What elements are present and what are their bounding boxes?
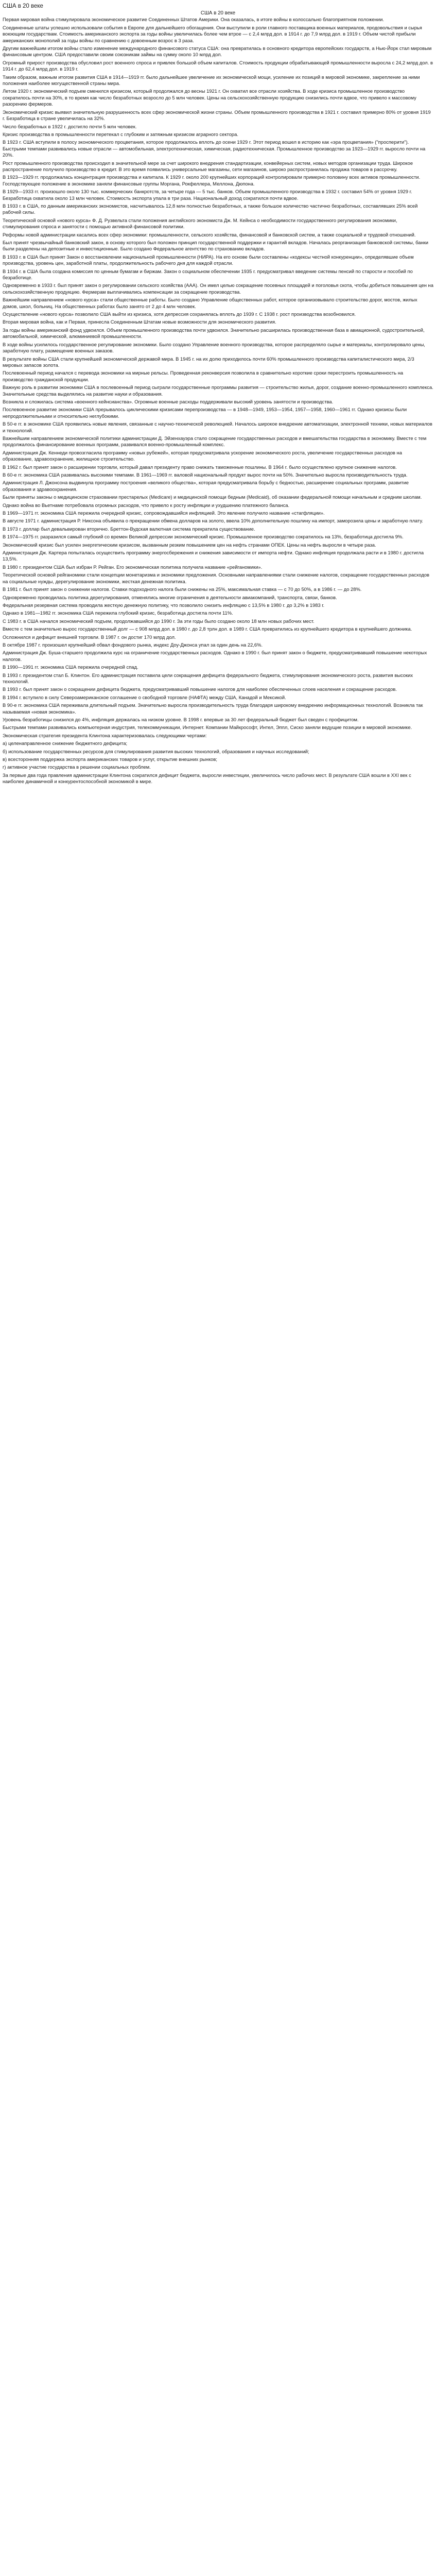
paragraph: В 1990—1991 гг. экономика США пережила очередной спад. bbox=[3, 664, 138, 670]
paragraph: Одновременно проводилась политика дерегулирования, отменялись многие ограничения в деятельности авиакомпаний, транспорта, связи, банков. bbox=[3, 594, 337, 600]
paragraph: Летом 1920 г. экономический подъем сменился кризисом, который продолжался до весны 1921 г. Он охватил все отрасли хозяйства. В ходе кризиса промышленное производство сократилось почти на 30%, в то время как число безработных возросло до 5 млн человек. Цены на сельскохозяйственную продукцию снизились почти вдвое, что привело к массовому разорению фермеров. bbox=[3, 88, 416, 107]
paragraph: Федеральная резервная система проводила жесткую денежную политику, что позволило снизить инфляцию с 13,5% в 1980 г. до 3,2% в 1983 г. bbox=[3, 602, 325, 608]
paragraph: В 1980 г. президентом США был избран Р. Рейган. Его экономическая политика получила название «рейганомики». bbox=[3, 564, 263, 570]
paragraph: В 1969—1971 гг. экономика США пережила очередной кризис, сопровождавшийся инфляцией. Это явление получило название «стагфляции». bbox=[3, 510, 325, 516]
paragraph: Огромный прирост производства обусловил рост военного спроса и привлек большой объем капиталов. Стоимость продукции обрабатывающей промышленности выросла с 24,2 млрд дол. в 1914 г. до 62,4 млрд дол. в 1919 г. bbox=[3, 59, 433, 72]
paragraph: С 1983 г. в США начался экономический подъем, продолжавшийся до 1990 г. За эти годы было создано около 18 млн новых рабочих мест. bbox=[3, 618, 315, 624]
paragraph: Быстрыми темпами развивались компьютерная индустрия, телекоммуникации, Интернет. Компании Майкрософт, Интел, Эппл, Сиско заняли ведущие позиции в мировой экономике. bbox=[3, 724, 412, 731]
paragraph: В 1981 г. был принят закон о снижении налогов. Ставки подоходного налога были снижены на 25%, максимальная ставка — с 70 до 50%, а в 1986 г. — до 28%. bbox=[3, 586, 362, 592]
paragraph: Был принят чрезвычайный банковский закон, в основу которого был положен принцип государственной поддержки и гарантий вкладов. Началась реорганизация банковской системы, банки были разделены на депозитные и инвестиционные. Было создано Федеральное агентство по страхованию вкладов. bbox=[3, 240, 428, 252]
paragraph: Администрация Л. Джонсона выдвинула программу построения «великого общества», которая предусматривала борьбу с бедностью, расширение социальных программ, развитие образования и здравоохранения. bbox=[3, 480, 409, 492]
paragraph: В 1994 г. вступило в силу Североамериканское соглашение о свободной торговле (НАФТА) между США, Канадой и Мексикой. bbox=[3, 694, 286, 700]
document-title: США в 20 веке bbox=[200, 10, 236, 16]
document-body bbox=[3, 16, 433, 785]
paragraph: В 1929—1933 гг. произошло около 130 тыс. коммерческих банкротств, за четыре года — 5 тыс. банков. Объем промышленного производства в 1932 г. составил 54% от уровня 1929 г. Безработица охватила около 13 млн человек. Стоимость экспорта упала в три раза. Национальный доход сократился почти вдвое. bbox=[3, 189, 412, 201]
paragraph: Экономический кризис выявил значительную разрушенность всех сфер экономической жизни страны. Объем промышленного производства в 1921 г. составил примерно 80% от уровня 1919 г. Безработица в стране увеличилась на 32%. bbox=[3, 109, 431, 122]
paragraph: В октябре 1987 г. произошел крупнейший обвал фондового рынка, индекс Доу-Джонса упал за один день на 22,6%. bbox=[3, 641, 263, 648]
paragraph: Осуществление «нового курса» позволило США выйти из кризиса, хотя депрессия сохранялась вплоть до 1939 г. С 1938 г. рост производства возобновился. bbox=[3, 311, 356, 317]
paragraph: Экономическая стратегия президента Клинтона характеризовалась следующими чертами: bbox=[3, 732, 207, 738]
paragraph: За годы войны американский фонд удвоился. Объем промышленного производства почти удвоился. Значительно расширилась производственная база в авиационной, судостроительной, автомобильной, химической, алюминиевой промышленности. bbox=[3, 327, 425, 340]
paragraph: г) активное участие государства в решении социальных проблем. bbox=[3, 764, 151, 770]
paragraph: Уровень безработицы снизился до 4%, инфляция держалась на низком уровне. В 1998 г. впервые за 30 лет федеральный бюджет был сведен с профицитом. bbox=[3, 717, 359, 722]
paragraph: Теоретической основой рейганомики стали концепции монетаризма и экономики предложения. Основными направлениями стали снижение налогов, сокращение государственных расходов на социальные нужды, дерегулирование экономики, жесткая денежная политика. bbox=[3, 572, 430, 584]
paragraph: в) всесторонняя поддержка экспорта американских товаров и услуг, открытие внешних рынков; bbox=[3, 756, 217, 762]
paragraph: Администрация Дж. Буша-старшего продолжила курс на ограничение государственных расходов. Однако в 1990 г. был принят закон о бюджете, предусматривавший повышение некоторых налогов. bbox=[3, 650, 427, 662]
paragraph: Вторая мировая война, как и Первая, принесла Соединенным Штатам новые возможности для экономического развития. bbox=[3, 319, 276, 325]
paragraph: В 90-е гг. экономика США переживала длительный подъем. Значительно выросла производительность труда благодаря широкому внедрению информационных технологий. Возникла так называемая «новая экономика». bbox=[3, 702, 423, 715]
paragraph: В 60-е гг. экономика США развивалась высокими темпами. В 1961—1969 гг. валовой национальный продукт вырос почти на 50%. Значительно выросла производительность труда. bbox=[3, 472, 408, 478]
paragraph: Первая мировая война стимулировала экономическое развитие Соединенных Штатов Америки. Она оказалась, в итоге войны в колоссально благоприятном положении. bbox=[3, 16, 384, 23]
paragraph: В 1973 г. доллар был девальвирован вторично. Бреттон-Вудская валютная система прекратила существование. bbox=[3, 526, 255, 532]
paragraph: б) использование государственных ресурсов для стимулирования развития высоких технологий, образования и научных исследований; bbox=[3, 748, 309, 754]
paragraph: Другим важнейшим итогом войны стало изменение международного финансового статуса США: она превратилась в основного кредитора европейских государств, а Нью-Йорк стал мировым финансовым центром. США предоставили своим союзникам займы на сумму около 10 млрд дол. bbox=[3, 45, 432, 58]
paragraph: Экономический кризис был усилен энергетическим кризисом, вызванным резким повышением цен на нефть странами ОПЕК. Цены на нефть выросли в четыре раза. bbox=[3, 541, 376, 548]
paragraph: В 1934 г. в США была создана комиссия по ценным бумагам и биржам. Закон о социальном обеспечении 1935 г. предусматривал введение системы пенсий по старости и пособий по безработице. bbox=[3, 268, 413, 281]
paragraph: Реформы новой администрации касались всех сфер экономики: промышленности, сельского хозяйства, финансовой и банковской систем, а также социальной и трудовой отношений. bbox=[3, 231, 416, 238]
paragraph: Вместе с тем значительно вырос государственный долг — с 908 млрд дол. в 1980 г. до 2,8 трлн дол. в 1989 г. США превратились из крупнейшего кредитора в крупнейшего должника. bbox=[3, 626, 412, 632]
paragraph: В 1993 г. президентом стал Б. Клинтон. Его администрация поставила цели сокращения дефицита федерального бюджета, стимулирования экономического роста, развития высоких технологий. bbox=[3, 672, 413, 684]
paragraph: Кризис производства в промышленности перетекал с глубоким и затяжным кризисом аграрного сектора. bbox=[3, 131, 238, 137]
paragraph: Однако война во Вьетнаме потребовала огромных расходов, что привело к росту инфляции и ухудшению платежного баланса. bbox=[3, 502, 290, 508]
paragraph: Администрация Дж. Кеннеди провозгласила программу «новых рубежей», которая предусматривала ускорение экономического роста, увеличение государственных расходов на образование, здравоохранение, жилищное строительство. bbox=[3, 449, 402, 462]
paragraph: Послевоенное развитие экономики США прерывалось циклическими кризисами перепроизводства — в 1948—1949, 1953—1954, 1957—1958, 1960—1961 гг. Однако кризисы были непродолжительными и относительно неглубокими. bbox=[3, 406, 407, 419]
paragraph: За первые два года правления администрации Клинтона сократился дефицит бюджета, выросли инвестиции, увеличилось число рабочих мест. В результате США вошли в XXI век с наиболее динамичной и конкурентоспособной экономикой в мире. bbox=[3, 772, 411, 785]
paragraph: Теоретической основой «нового курса» Ф. Д. Рузвельта стали положения английского экономиста Дж. М. Кейнса о необходимости государственного регулирования экономики, стимулирования спроса и занятости с помощью активной финансовой политики. bbox=[3, 217, 397, 230]
paragraph: В ходе войны усилилось государственное регулирование экономики. Было создано Управление военного производства, которое распределяло сырье и материалы, контролировало цены, заработную плату, размещение военных заказов. bbox=[3, 341, 425, 354]
paragraph: В августе 1971 г. администрация Р. Никсона объявила о прекращении обмена долларов на золото, ввела 10% дополнительную пошлину на импорт, заморозила цены и заработную плату. bbox=[3, 518, 423, 524]
paragraph: В 1993 г. был принят закон о сокращении дефицита бюджета, предусматривавший повышение налогов для наиболее обеспеченных слоев населения и сокращение расходов. bbox=[3, 686, 397, 692]
paragraph: В результате войны США стали крупнейшей экономической державой мира. В 1945 г. на их долю приходилось почти 60% промышленного производства капиталистического мира, 2/3 мировых запасов золота. bbox=[3, 355, 414, 368]
paragraph: Важную роль в развитии экономики США в послевоенный период сыграли государственные программы развития — строительство жилья, дорог, создание военно-промышленного комплекса. Значительные средства выделялись на развитие науки и образования. bbox=[3, 384, 433, 397]
page-title: США в 20 веке bbox=[3, 3, 43, 9]
paragraph: Число безработных в 1922 г. достигло почти 5 млн человек. bbox=[3, 123, 137, 129]
paragraph: В 1933 г. в США был принят Закон о восстановлении национальной промышленности (НИРА). На его основе были составлены «кодексы честной конкуренции», определявшие объем производства, уровень цен, заработной платы, продолжительность рабочего дня для каждой отрасли. bbox=[3, 253, 414, 266]
paragraph: В 1962 г. был принят закон о расширении торговли, который давал президенту право снижать таможенные пошлины. В 1964 г. было осуществлено крупное снижение налогов. bbox=[3, 464, 397, 470]
paragraph: Рост промышленного производства происходил в значительной мере за счет широкого внедрения стандартизации, конвейерных систем, новых методов организации труда. Широкое распространение получило производство в кредит. В это время появились универсальные магазины, сети магазинов, широко распространилась продажа товаров в рассрочку. bbox=[3, 160, 413, 172]
paragraph: Однако в 1981—1982 гг. экономика США пережила глубокий кризис, безработица достигла почти 11%. bbox=[3, 610, 233, 616]
paragraph: В 1923—1929 гг. продолжалась концентрация производства и капитала. К 1929 г. около 200 крупнейших корпораций контролировали примерно половину всех активов промышленности. Господствующее положение в экономике заняли финансовые группы Моргана, Рокфеллера, Меллона, Дюпона. bbox=[3, 174, 421, 187]
paragraph: Одновременно в 1933 г. был принят закон о регулировании сельского хозяйства (ААА). Он имел целью сокращение посевных площадей и поголовья скота, чтобы добиться повышения цен на сельскохозяйственную продукцию. Фермерам выплачивались компенсации за сокращение производства. bbox=[3, 282, 433, 295]
paragraph: Послевоенный период начался с перевода экономики на мирные рельсы. Проведенная реконверсия позволила в сравнительно короткие сроки перестроить промышленность на производство гражданской продукции. bbox=[3, 370, 404, 382]
paragraph: Важнейшим направлением «нового курса» стали общественные работы. Было создано Управление общественных работ, которое организовывало строительство дорог, мостов, жилых домов, школ, больниц. На общественных работах было занято от 2 до 4 млн человек. bbox=[3, 297, 417, 309]
paragraph: В 50-е гг. в экономике США проявились новые явления, связанные с научно-технической революцией. Началось широкое внедрение автоматизации, электронной техники, новых материалов и технологий. bbox=[3, 421, 432, 433]
paragraph: Таким образом, важным итогом развития США в 1914—1919 гг. было дальнейшее увеличение их экономической мощи, усиление их позиций в мировой экономике, закрепление за ними положения наиболее могущественной страны мира. bbox=[3, 74, 420, 87]
paragraph: Соединенные штаты успешно использовали события в Европе для дальнейшего обогащения. Они выступили в роли главного поставщика военных материалов, продовольствия и сырья воюющим государствам. Стоимость американского экспорта за годы войны увеличилась более чем втрое — с 2,4 млрд дол. в 1914 г. до 7,9 млрд дол. в 1919 г. Объем чистой прибыли американских монополий за годы войны по сравнению с довоенным возрос в 3 раза. bbox=[3, 24, 422, 43]
paragraph: Администрация Дж. Картера попыталась осуществить программу энергосбережения и снижения зависимости от импорта нефти. Однако инфляция продолжала расти и в 1980 г. достигла 13,5%. bbox=[3, 550, 424, 562]
paragraph: Осложнился и дефицит внешней торговли. В 1987 г. он достиг 170 млрд дол. bbox=[3, 634, 176, 640]
paragraph: Важнейшим направлением экономической политики администрации Д. Эйзенхауэра стало сокращение государственных расходов и вмешательства государства в экономику. Вместе с тем продолжалось финансирование военных программ, развивался военно-промышленный комплекс. bbox=[3, 435, 427, 448]
paragraph: а) целенаправленное снижение бюджетного дефицита; bbox=[3, 740, 128, 747]
paragraph: В 1923 г. США вступили в полосу экономического процветания, которое продолжалось вплоть до осени 1929 г. Этот период вошел в историю как «эра процветания» ("просперити"). Быстрыми темпами развивались новые отрасли — автомобильная, электротехническая, химическая, радиотехническая. Промышленное производство за 1923—1929 гг. выросло почти на 20%. bbox=[3, 139, 426, 158]
document-page bbox=[0, 0, 436, 797]
paragraph: В 1933 г. в США, по данным американских экономистов, насчитывалось 12,8 млн полностью безработных, а также большое количество частично безработных, составлявших 25% всей рабочей силы. bbox=[3, 202, 418, 215]
paragraph: Были приняты законы о медицинском страховании престарелых (Medicare) и медицинской помощи бедным (Medicaid), об оказании федеральной помощи начальным и средним школам. bbox=[3, 494, 422, 500]
paragraph: Возникла и сложилась система «военного кейнсианства». Огромные военные расходы поддерживали высокий уровень занятости и производства. bbox=[3, 398, 334, 404]
paragraph: В 1974—1975 гг. разразился самый глубокий со времен Великой депрессии экономический кризис. Промышленное производство сократилось на 13%, безработица достигла 9%. bbox=[3, 534, 404, 540]
